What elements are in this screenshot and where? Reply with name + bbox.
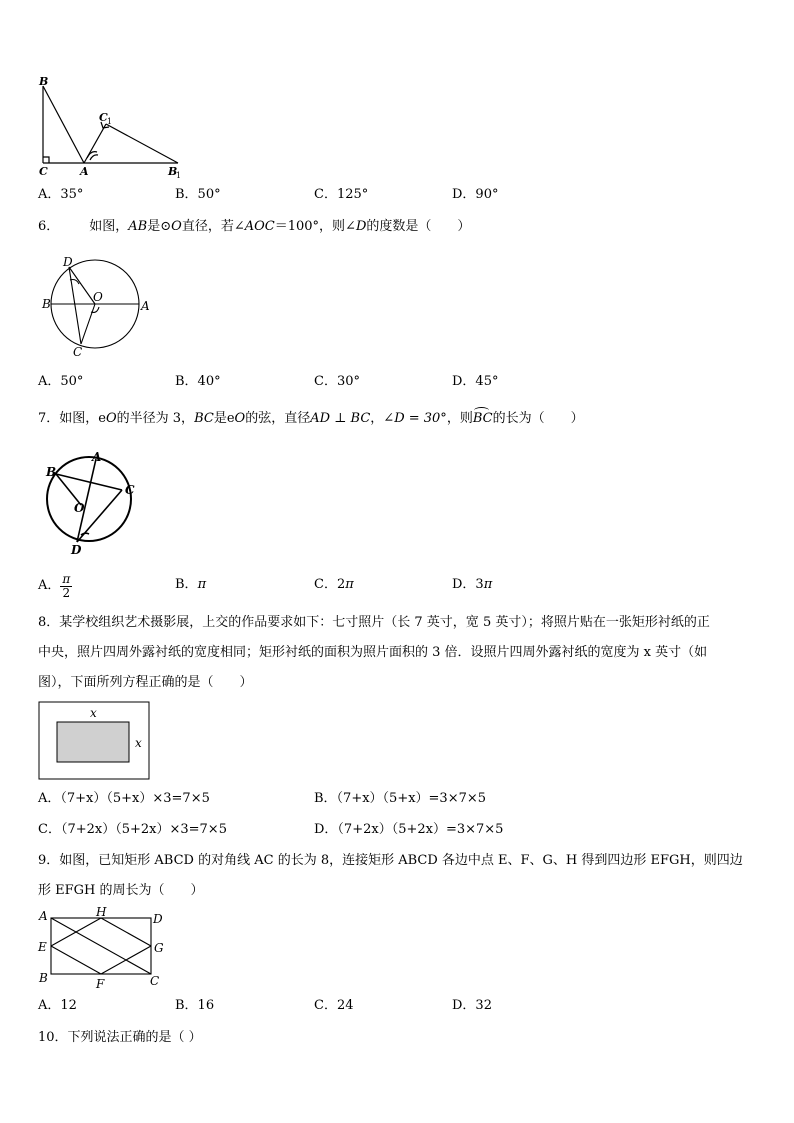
q7-circle-symbol-2: e	[226, 411, 235, 426]
q8-photo-rect	[57, 722, 129, 762]
q5-option-c[interactable]: C．125°	[314, 187, 369, 202]
q7-option-d-prefix: D．3	[452, 577, 484, 592]
q9-label-B: B	[39, 971, 48, 985]
q7-label-A: A	[92, 450, 102, 464]
q7-option-a-fraction	[60, 573, 72, 600]
q5-option-a[interactable]: A．35°	[38, 187, 84, 202]
q7-o-1: O	[105, 411, 117, 426]
q6-option-d[interactable]: D．45°	[452, 374, 499, 389]
q7-circle-figure	[38, 446, 148, 558]
q6-question	[38, 218, 470, 236]
q7-label-C: C	[125, 483, 135, 497]
q7-o-2: O	[234, 411, 246, 426]
q7-option-a-numerator: π	[62, 571, 71, 586]
q9-line-2: 形 EFGH 的周长为（ ）	[38, 883, 204, 898]
q6-option-a[interactable]: A．50°	[38, 374, 84, 389]
q6-text-post: 的度数是（ ）	[366, 219, 471, 234]
q6-label-B: B	[42, 297, 51, 311]
q5-label-B1: B	[168, 165, 178, 178]
q10-question: 10．下列说法正确的是（ ）	[38, 1030, 202, 1045]
q6-option-c[interactable]: C．30°	[314, 374, 360, 389]
q9-option-b[interactable]: B．16	[175, 998, 215, 1013]
q8-label-x-right: x	[135, 736, 142, 750]
q9-label-D: D	[153, 912, 163, 926]
q5-option-b[interactable]: B．50°	[175, 187, 221, 202]
q5-label-C1-sub: 1	[107, 117, 113, 126]
q6-label-C: C	[73, 345, 83, 359]
q6-label-D: D	[63, 255, 73, 269]
q8-photo-figure	[38, 700, 153, 782]
q6-number: 6．	[38, 219, 60, 234]
q6-text-mid1: 是⊙	[147, 219, 172, 234]
q7-perp: ⊥	[330, 411, 351, 426]
q6-text-mid3: ＝100°，则∠	[274, 219, 356, 234]
q7-text-3: 的弦，直径	[245, 411, 311, 426]
q7-text-6: 的长为（ ）	[492, 411, 584, 426]
q9-label-G: G	[154, 941, 164, 955]
q7-option-c-prefix: C．2	[314, 577, 346, 592]
q6-label-O: O	[93, 290, 103, 304]
q7-text-4: ，	[370, 411, 384, 426]
q7-text-1: 的半径为 3，	[116, 411, 195, 426]
q7-text-5: ，则	[446, 411, 473, 426]
q9-label-F: F	[96, 977, 105, 991]
q7-label-O: O	[74, 501, 85, 515]
q8-option-d[interactable]: D．（7+2x）（5+2x）=3×7×5	[314, 822, 504, 837]
q6-option-b[interactable]: B．40°	[175, 374, 221, 389]
q9-label-A: A	[39, 909, 48, 923]
q8-line-3: 图），下面所列方程正确的是（ ）	[38, 675, 253, 690]
q5-label-B: B	[39, 75, 49, 88]
q7-option-a[interactable]	[38, 568, 72, 604]
q7-option-d-value: π	[483, 577, 493, 592]
q9-option-d[interactable]: D．32	[452, 998, 492, 1013]
q8-label-x-top: x	[90, 706, 97, 720]
q6-label-A: A	[141, 299, 150, 313]
q5-triangle-figure	[30, 72, 190, 180]
q7-option-c-value: π	[345, 577, 354, 592]
q8-option-b[interactable]: B．（7+x）（5+x）=3×7×5	[314, 791, 487, 806]
q9-question	[38, 852, 768, 900]
q9-line-1: 9．如图，已知矩形 ABCD 的对角线 AC 的长为 8，连接矩形 ABCD 各边中点 E、F、G、H 得到四边形 EFGH，则四边	[38, 853, 743, 868]
q9-option-c[interactable]: C．24	[314, 998, 354, 1013]
q5-option-d[interactable]: D．90°	[452, 187, 499, 202]
q7-arc-bc	[473, 411, 493, 426]
q5-label-C: C	[39, 165, 48, 178]
q7-arc-label: BC	[472, 411, 493, 426]
q9-label-C: C	[150, 974, 160, 988]
q6-text-ab: AB	[128, 219, 148, 234]
q7-label-B: B	[46, 465, 57, 479]
q5-label-A: A	[80, 165, 89, 178]
q7-option-d[interactable]	[452, 576, 492, 594]
q5-label-B1-sub: 1	[176, 171, 182, 180]
q9-option-a[interactable]: A．12	[38, 998, 77, 1013]
q8-line-1: 8．某学校组织艺术摄影展，上交的作品要求如下：七寸照片（长 7 英寸，宽 5 英寸）；将照片贴在一张矩形衬纸的正	[38, 615, 710, 630]
q8-option-c[interactable]: C．（7+2x）（5+2x）×3=7×5	[38, 822, 227, 837]
q7-option-c[interactable]	[314, 576, 354, 594]
q8-question	[38, 614, 768, 692]
q7-option-a-prefix: A．	[38, 578, 61, 593]
q7-option-b-prefix: B．	[175, 577, 198, 592]
q6-text-pre: 如图，	[89, 219, 129, 234]
q7-bc-1: BC	[194, 411, 214, 426]
q7-bc-2: BC	[350, 411, 371, 426]
q7-angle: ∠D = 30°	[383, 411, 447, 426]
q5-label-C1: C	[99, 111, 108, 124]
q6-text-aoc: AOC	[244, 219, 275, 234]
q9-label-E: E	[38, 940, 47, 954]
q6-text-o: O	[171, 219, 182, 234]
q7-label-D: D	[71, 543, 82, 557]
q8-line-2: 中央，照片四周外露衬纸的宽度相同；矩形衬纸的面积为照片面积的 3 倍．设照片四周外露衬纸的宽度为 x 英寸（如	[38, 645, 708, 660]
q7-text-2: 是	[213, 411, 227, 426]
q7-number: 7．如图，	[38, 411, 99, 426]
q7-option-b-value: π	[197, 577, 207, 592]
q9-label-H: H	[96, 906, 107, 919]
q7-option-b[interactable]	[175, 576, 206, 594]
q6-text-d: D	[355, 219, 367, 234]
q7-option-a-denominator: 2	[62, 585, 71, 600]
q6-circle-figure	[36, 250, 156, 360]
q8-option-a[interactable]: A．（7+x）（5+x）×3=7×5	[38, 791, 210, 806]
q7-ad: AD	[310, 411, 331, 426]
q7-arc-mark	[474, 407, 489, 414]
q7-circle-symbol-1: e	[98, 411, 106, 426]
q7-question	[38, 410, 584, 428]
q9-rectangle-figure	[36, 906, 171, 992]
q6-text-mid2: 直径，若∠	[181, 219, 245, 234]
